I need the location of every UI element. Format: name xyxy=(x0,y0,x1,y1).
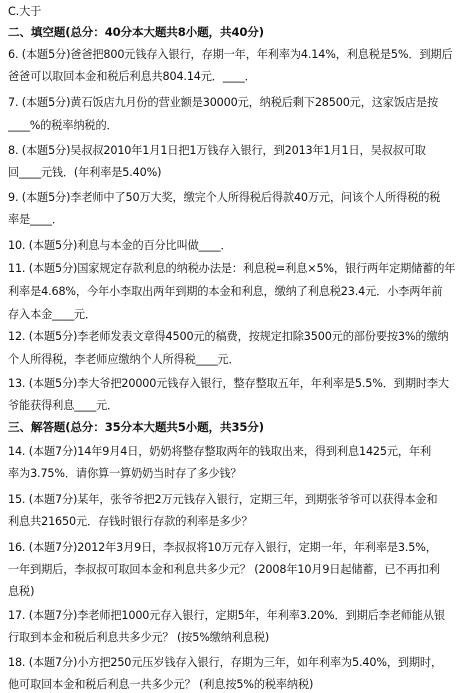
question-18-line-1: 18. (本题7分)小方把250元压岁钱存入银行，存期为三年，如年利率为5.40%，到期时， xyxy=(8,656,443,669)
question-8-line-2: 回____元钱．(年利率是5.40%) xyxy=(8,166,162,179)
question-12-line-2: 个人所得税，李老师应缴纳个人所得税____元． xyxy=(8,353,240,366)
question-13-line-1: 13. (本题5分)李大爷把20000元钱存入银行，整存整取五年，年利率是5.5%．到期时李大 xyxy=(8,377,449,390)
question-11-line-1: 11. (本题5分)国家规定存款利息的纳税办法是：利息税=利息×5%，银行两年定期储蓄的年 xyxy=(8,262,456,275)
question-11-line-2: 利率是4.68%，今年小李取出两年到期的本金和利息，缴纳了利息税23.4元．小李两年前 xyxy=(8,285,443,298)
section-heading-fill-in: 二、填空题(总分：40分本大题共8小题，共40分) xyxy=(8,25,264,39)
question-7-line-1: 7. (本题5分)黄石饭店九月份的营业额是30000元，纳税后剩下28500元，这家饭店是按 xyxy=(8,96,438,109)
question-16-line-2: 一年到期后，李叔叔可取回本金和利息共多少元？ (2008年10月9日起储蓄，已不再扣利 xyxy=(8,563,440,576)
question-14-line-1: 14. (本题7分)14年9月4日，奶奶将整存整取两年的钱取出来，得到利息1425元，年利 xyxy=(8,445,432,458)
question-15-line-2: 利息共21650元．存钱时银行存款的利率是多少？ xyxy=(8,515,253,528)
question-8-line-1: 8. (本题5分)吴叔叔2010年1月1日把1万钱存入银行，到2013年1月1日，吴叔叔可取 xyxy=(8,144,426,157)
question-17-line-2: 行取到本金和税后利息共多少元？ (按5%缴纳利息税) xyxy=(8,631,270,644)
section-heading-solve: 三、解答题(总分：35分本大题共5小题，共35分) xyxy=(8,420,264,434)
question-11-line-3: 存入本金____元． xyxy=(8,308,97,321)
question-15-line-1: 15. (本题7分)某年，张爷爷把2万元钱存入银行，定期三年，到期张爷爷可以获得本金和 xyxy=(8,493,438,506)
question-9-line-2: 率是____． xyxy=(8,213,63,226)
question-10: 10. (本题5分)利息与本金的百分比叫做____． xyxy=(8,239,232,252)
option-c: C.大于 xyxy=(8,5,42,18)
question-7-line-2: ____%的税率纳税的． xyxy=(8,119,118,132)
question-6-line-1: 6. (本题5分)爸爸把800元钱存入银行，存期一年，年利率为4.14%，利息税是5%．到期后 xyxy=(8,48,453,61)
question-14-line-2: 率为3.75%．请你算一算奶奶当时存了多少钱？ xyxy=(8,467,242,480)
question-12-line-1: 12. (本题5分)李老师发表文章得4500元的稿费，按规定扣除3500元的部份要按3%的缴纳 xyxy=(8,330,449,343)
question-18-line-2: 他可取回本金和税后利息一共多少元？ (利息按5%的税率纳税) xyxy=(8,678,314,691)
question-9-line-1: 9. (本题5分)李老师中了50万大奖，缴完个人所得税后得款40万元，问该个人所得税的税 xyxy=(8,191,441,204)
question-6-line-2: 爸爸可以取回本金和税后利息共804.14元．____． xyxy=(8,70,256,83)
question-16-line-1: 16. (本题7分)2012年3月9日，李叔叔将10万元存入银行，定期一年，年利率是3.5%， xyxy=(8,541,437,554)
question-17-line-1: 17. (本题7分)李老师把1000元存入银行，定期5年，年利率3.20%．到期后李老师能从银 xyxy=(8,609,445,622)
question-16-line-3: 息税) xyxy=(8,585,35,598)
question-13-line-2: 爷能获得利息____元． xyxy=(8,399,119,412)
